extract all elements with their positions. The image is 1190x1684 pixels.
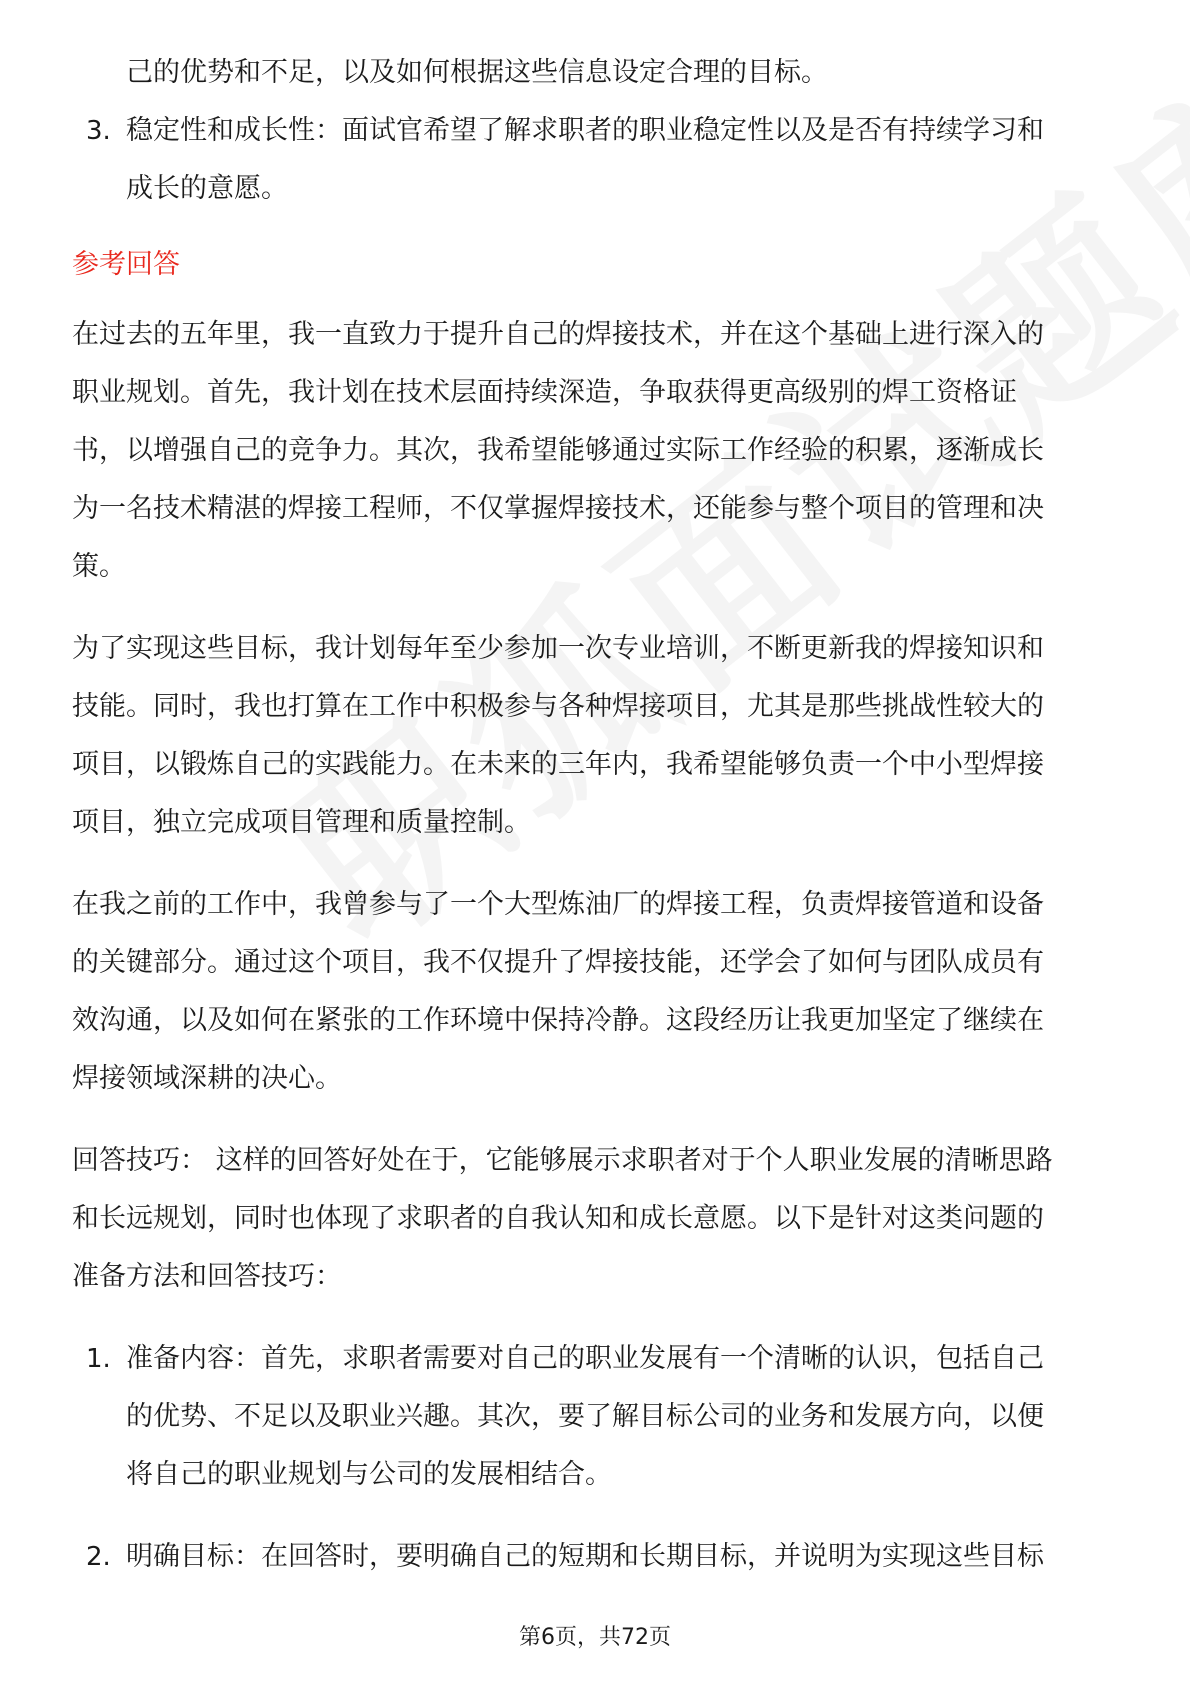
paragraph-line: 效沟通，以及如何在紧张的工作环境中保持冷静。这段经历让我更加坚定了继续在: [72, 1005, 1044, 1036]
list-item-line: 稳定性和成长性：面试官希望了解求职者的职业稳定性以及是否有持续学习和: [126, 115, 1044, 146]
paragraph-line: 在过去的五年里，我一直致力于提升自己的焊接技术，并在这个基础上进行深入的: [72, 319, 1044, 350]
paragraph-line: 项目，以锻炼自己的实践能力。在未来的三年内，我希望能够负责一个中小型焊接: [72, 749, 1044, 780]
paragraph-line: 为了实现这些目标，我计划每年至少参加一次专业培训，不断更新我的焊接知识和: [72, 633, 1044, 664]
list-item-line: 成长的意愿。: [126, 173, 288, 204]
paragraph-line: 书，以增强自己的竞争力。其次，我希望能够通过实际工作经验的积累，逐渐成长: [72, 435, 1044, 466]
list-item-line: 的优势、不足以及职业兴趣。其次，要了解目标公司的业务和发展方向，以便: [126, 1401, 1044, 1432]
paragraph-line: 的关键部分。通过这个项目，我不仅提升了焊接技能，还学会了如何与团队成员有: [72, 947, 1044, 978]
section-heading: 参考回答: [72, 249, 180, 280]
list-item-2-continuation: 己的优势和不足，以及如何根据这些信息设定合理的目标。: [126, 57, 828, 88]
paragraph-line: 准备方法和回答技巧：: [72, 1261, 342, 1292]
paragraph-4: [72, 1132, 1122, 1306]
paragraph-line: 技能。同时，我也打算在工作中积极参与各种焊接项目，尤其是那些挑战性较大的: [72, 691, 1044, 722]
paragraph-line: 在我之前的工作中，我曾参与了一个大型炼油厂的焊接工程，负责焊接管道和设备: [72, 889, 1044, 920]
list-number: 1.: [86, 1344, 111, 1374]
paragraph-line: 职业规划。首先，我计划在技术层面持续深造，争取获得更高级别的焊工资格证: [72, 377, 1017, 408]
paragraph-2: [72, 620, 1122, 852]
list-item-line: 将自己的职业规划与公司的发展相结合。: [126, 1459, 612, 1490]
tips-list-item-2: [72, 1528, 1122, 1586]
list-number: 2.: [86, 1542, 111, 1572]
paragraph-line: 回答技巧： 这样的回答好处在于，它能够展示求职者对于个人职业发展的清晰思路: [72, 1145, 1053, 1176]
paragraph-line: 策。: [72, 551, 126, 582]
paragraph-line: 项目，独立完成项目管理和质量控制。: [72, 807, 531, 838]
paragraph-1: [72, 306, 1122, 596]
paragraph-line: 焊接领域深耕的决心。: [72, 1063, 342, 1094]
paragraph-line: 为一名技术精湛的焊接工程师，不仅掌握焊接技术，还能参与整个项目的管理和决: [72, 493, 1044, 524]
list-item-line: 明确目标：在回答时，要明确自己的短期和长期目标，并说明为实现这些目标: [126, 1541, 1044, 1572]
tips-list-item-1: [72, 1330, 1122, 1504]
page-footer: 第6页，共72页: [519, 1625, 671, 1650]
paragraph-line: 和长远规划，同时也体现了求职者的自我认知和成长意愿。以下是针对这类问题的: [72, 1203, 1044, 1234]
list-number: 3.: [86, 116, 111, 146]
paragraph-3: [72, 876, 1122, 1108]
list-item-3: [72, 102, 1122, 218]
list-item-line: 准备内容：首先，求职者需要对自己的职业发展有一个清晰的认识，包括自己: [126, 1343, 1044, 1374]
page-content: [72, 44, 1122, 1586]
